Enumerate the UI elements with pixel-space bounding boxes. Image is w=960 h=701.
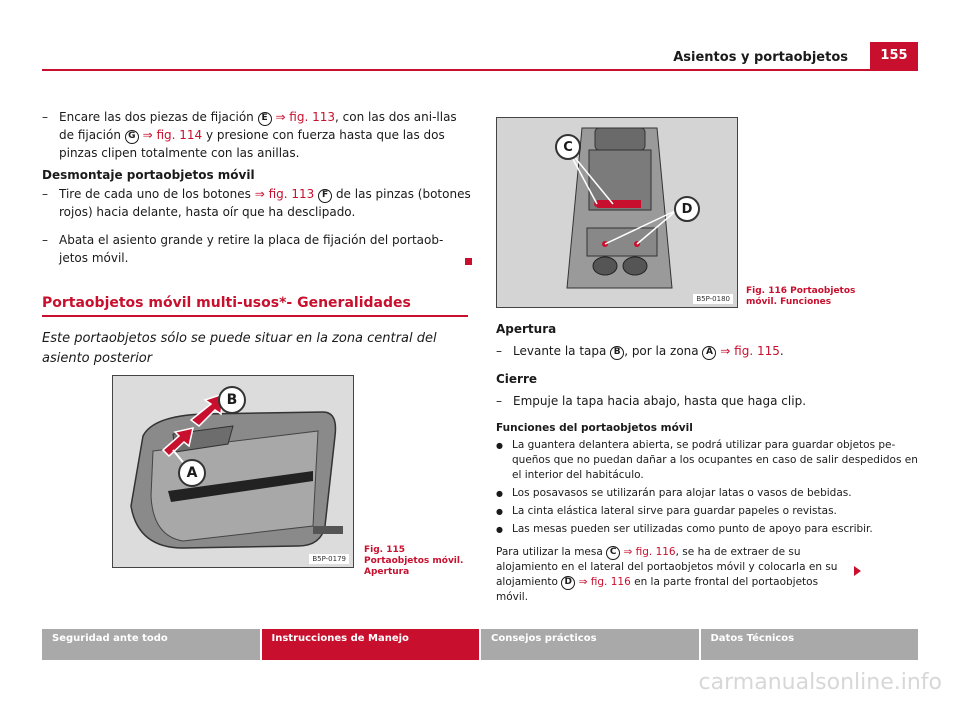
left-column: [42, 108, 472, 369]
label-a: A: [702, 346, 716, 360]
footer-tab-consejos[interactable]: Consejos prácticos: [481, 629, 699, 660]
callout-d: D: [674, 196, 700, 222]
callout-c: C: [555, 134, 581, 160]
armrest-functions-illustration: [497, 118, 737, 307]
fig-ref-114[interactable]: ⇒ fig. 114: [142, 128, 203, 142]
right-column: [496, 322, 921, 605]
step-close-lid: – Empuje la tapa hacia abajo, hasta que haga clip.: [496, 392, 921, 410]
fig-ref-113b[interactable]: ⇒ fig. 113: [254, 187, 315, 201]
subhead-removal: Desmontaje portaobjetos móvil: [42, 168, 255, 182]
section-title: Portaobjetos móvil multi-usos*- Generalidades: [42, 295, 411, 311]
fig-ref-116b[interactable]: ⇒ fig. 116: [578, 576, 631, 588]
fig-ref-116[interactable]: ⇒ fig. 116: [623, 546, 676, 558]
label-b: B: [610, 346, 624, 360]
header-title: Asientos y portaobjetos: [673, 50, 848, 65]
figure-116: [496, 117, 738, 308]
list-item: ● La cinta elástica lateral sirve para guardar papeles o revistas.: [496, 504, 921, 519]
footer-tab-instrucciones[interactable]: Instrucciones de Manejo: [262, 629, 480, 660]
figure-code: B5P-0179: [309, 554, 349, 564]
end-of-section-mark: [465, 258, 472, 265]
subhead-apertura: Apertura: [496, 322, 557, 336]
list-item: ● La guantera delantera abierta, se podrá utilizar para guardar objetos pe-queños que no puedan dañar a los ocupantes en caso de salir despedidos en el interior del habitáculo.: [496, 438, 921, 483]
label-c: C: [606, 546, 620, 560]
label-f: F: [318, 189, 332, 203]
step-pull-buttons: – Tire de cada uno de los botones ⇒ fig. 113 F de las pinzas (botones rojos) hacia delante, hasta oír que ha desclipado.: [42, 185, 472, 221]
section-rule: [42, 315, 468, 317]
section-intro: Este portaobjetos sólo se puede situar en la zona central del asiento posterior: [42, 331, 437, 366]
label-g: G: [125, 130, 139, 144]
figure-116-caption: Fig. 116 Portaobjetos móvil. Funciones: [746, 286, 856, 307]
label-e: E: [258, 112, 272, 126]
list-item: ● Los posavasos se utilizarán para alojar latas o vasos de bebidas.: [496, 486, 921, 501]
figure-115-caption: Fig. 115 Portaobjetos móvil. Apertura: [364, 545, 464, 577]
step-fold-seat: – Abata el asiento grande y retire la placa de fijación del portaob-jetos móvil.: [42, 231, 472, 267]
page-number: 155: [870, 42, 918, 69]
callout-b: B: [218, 386, 246, 414]
figure-code: B5P-0180: [693, 294, 733, 304]
footer-tab-datos[interactable]: Datos Técnicos: [701, 629, 919, 660]
continue-arrow-icon: [854, 566, 861, 576]
label-d: D: [561, 576, 575, 590]
step-attach-clips: – Encare las dos piezas de fijación E ⇒ fig. 113, con las dos ani-llas de fijación G ⇒ fig. 114 y presione con fuerza hasta que las dos pinzas clipen totalmente con las anillas.: [42, 108, 472, 162]
step-open-lid: – Levante la tapa B , por la zona A ⇒ fig. 115.: [496, 342, 921, 360]
header-rule: [42, 69, 918, 71]
watermark: carmanualsonline.info: [698, 670, 942, 695]
subhead-cierre: Cierre: [496, 372, 538, 386]
figure-115: [112, 375, 354, 568]
fig-ref-113[interactable]: ⇒ fig. 113: [275, 110, 336, 124]
list-item: ● Las mesas pueden ser utilizadas como punto de apoyo para escribir.: [496, 522, 921, 537]
fig-ref-115[interactable]: ⇒ fig. 115: [720, 344, 780, 358]
functions-list: [496, 438, 921, 537]
subhead-funciones: Funciones del portaobjetos móvil: [496, 422, 693, 434]
closing-paragraph: Para utilizar la mesa C ⇒ fig. 116, se ha de extraer de su alojamiento en el lateral del portaobjetos móvil y colocarla en su alojamiento D ⇒ fig. 116 en la parte frontal del portaobjetos móvil.: [496, 546, 838, 603]
callout-a: A: [178, 459, 206, 487]
footer-nav: [42, 629, 918, 660]
footer-tab-seguridad[interactable]: Seguridad ante todo: [42, 629, 260, 660]
